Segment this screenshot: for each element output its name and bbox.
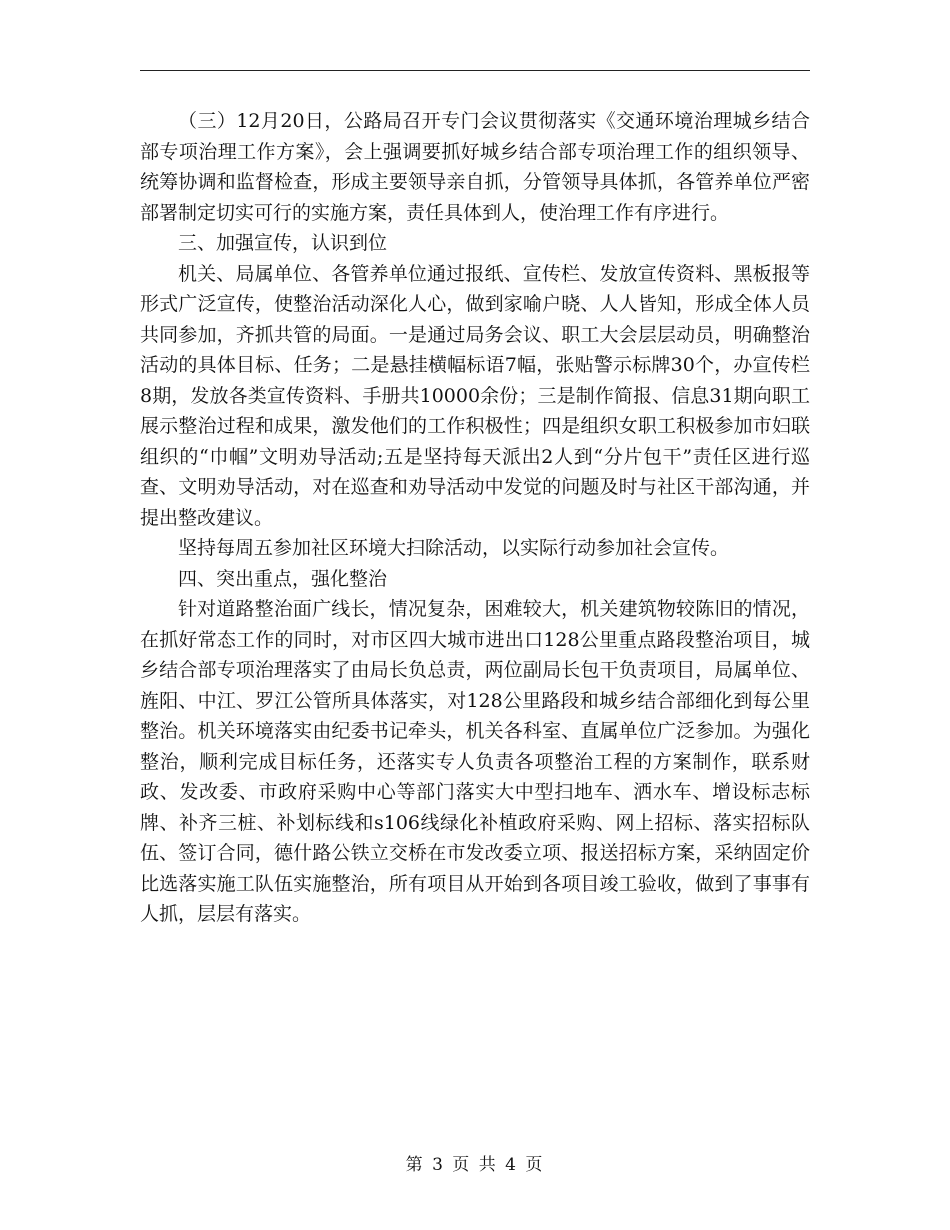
para-key-rectification: 针对道路整治面广线长，情况复杂，困难较大，机关建筑物较陈旧的情况，在抓好常态工作的同时，对市区四大城市进出口128公里重点路段整治项目，城乡结合部专项治理落实了由局长负总责，两位副局长包干负责项目，局属单位、旌阳、中江、罗江公管所具体落实，对128公里路段和城乡结合部细化到每公里整治。机关环境落实由纪委书记牵头，机关各科室、直属单位广泛参加。为强化整治，顺利完成目标任务，还落实专人负责各项整治工程的方案制作，联系财政、发改委、市政府采购中心等部门落实大中型扫地车、洒水车、增设标志标牌、补齐三桩、补划标线和s106线绿化补植政府采购、网上招标、落实招标队伍、签订合同，德什路公铁立交桥在市发改委立项、报送招标方案，采纳固定价比选落实施工队伍实施整治，所有项目从开始到各项目竣工验收，做到了事事有人抓，层层有落实。: [140, 598, 810, 925]
para-meeting-dec-20: （三）12月20日，公路局召开专门会议贯彻落实《交通环境治理城乡结合部专项治理工作方案》，会上强调要抓好城乡结合部专项治理工作的组织领导、统筹协调和监督检查，形成主要领导亲自抓，分管领导具体抓，各管养单位严密部署制定切实可行的实施方案，责任具体到人，使治理工作有序进行。: [140, 110, 810, 224]
para-publicity: 机关、局属单位、各管养单位通过报纸、宣传栏、发放宣传资料、黑板报等形式广泛宣传，使整治活动深化人心，做到家喻户晓、人人皆知，形成全体人员共同参加，齐抓共管的局面。一是通过局务会议、职工大会层层动员，明确整治活动的具体目标、任务；二是悬挂横幅标语7幅，张贴警示标牌30个，办宣传栏8期，发放各类宣传资料、手册共10000余份；三是制作简报、信息31期向职工展示整治过程和成果，激发他们的工作积极性；四是组织女职工积极参加市妇联组织的“巾帼”文明劝导活动;五是坚持每天派出2人到“分片包干”责任区进行巡查、文明劝导活动，对在巡查和劝导活动中发觉的问题及时与社区干部沟通，并提出整改建议。: [140, 262, 810, 529]
heading-section-4: 四、突出重点，强化整治: [178, 567, 388, 590]
document-body: [140, 106, 810, 930]
heading-section-3: 三、加强宣传，认识到位: [178, 232, 388, 254]
page-number-footer: 第 3 页 共 4 页: [405, 1155, 545, 1175]
para-weekly-cleanup: 坚持每周五参加社区环境大扫除活动，以实际行动参加社会宣传。: [178, 537, 730, 559]
header-rule: [140, 70, 810, 71]
